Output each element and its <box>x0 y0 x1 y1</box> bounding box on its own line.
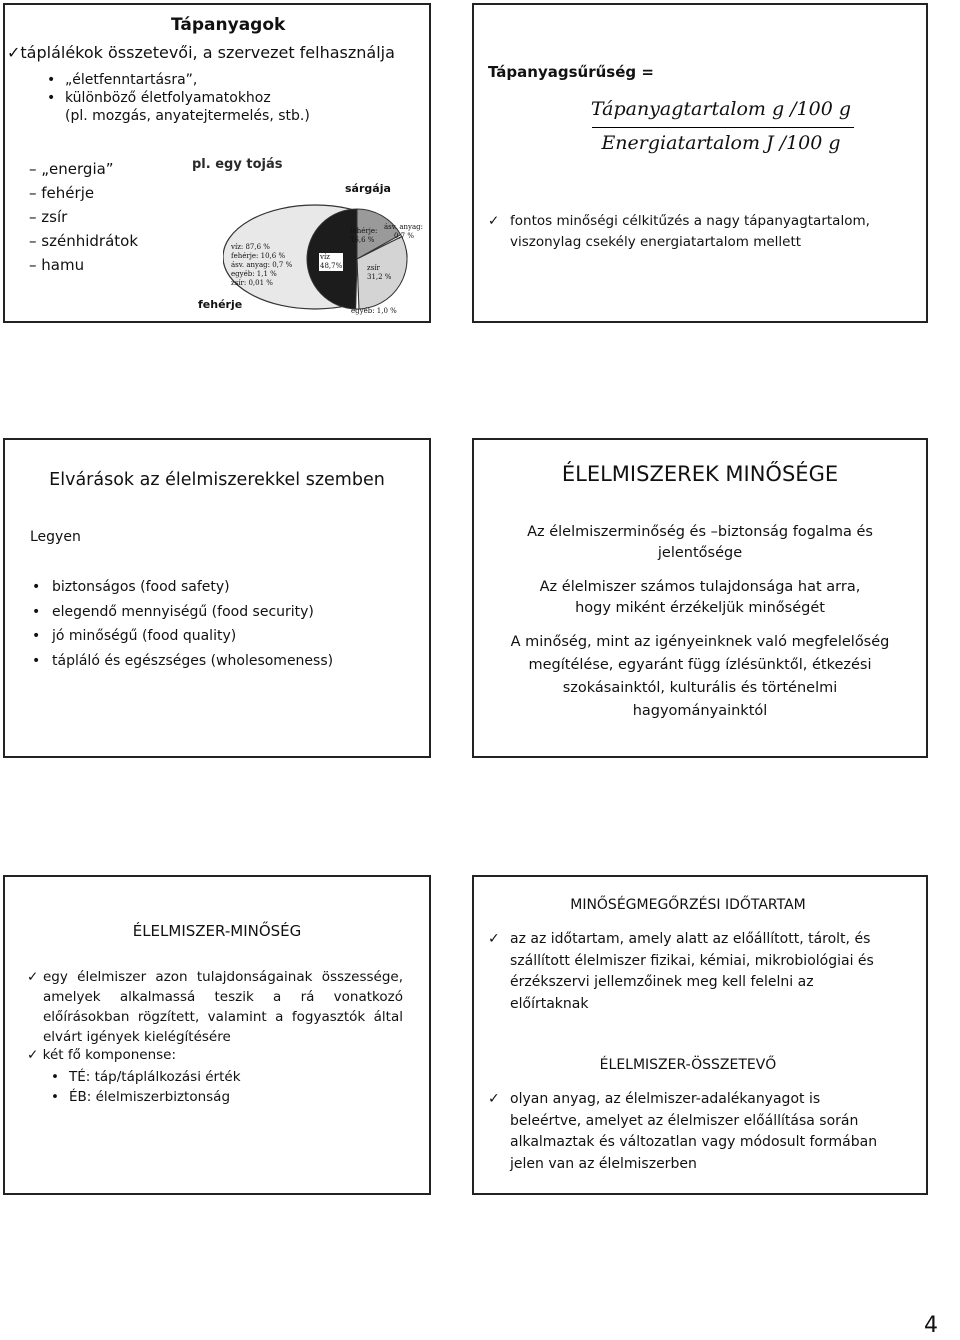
slide1-bullet-cont: (pl. mozgás, anyatejtermelés, stb.) <box>65 108 310 124</box>
slide4-p2: Az élelmiszer számos tulajdonsága hat arra, hogy miként érzékeljük minőségét <box>539 579 861 616</box>
list-item: • ÉB: élelmiszerbiztonság <box>51 1087 241 1107</box>
slide-food-quality <box>472 438 928 758</box>
white-label: fehérje <box>198 298 243 311</box>
slide1-line1: ✓táplálékok összetevői, a szervezet felhasználja <box>7 43 395 62</box>
slide3-intro: Legyen <box>30 529 81 545</box>
yolk-fat-label: zsír 31,2 % <box>367 264 392 281</box>
slide-shelf-life <box>472 875 928 1195</box>
yolk-label: sárgája <box>345 182 391 195</box>
list-item: – fehérje <box>29 184 95 202</box>
slide2-point: ✓ fontos minőségi célkitűzés a nagy tápanyagtartalom, viszonylag csekély energiatartalom mellett <box>488 213 870 250</box>
slide-food-quality-definition <box>3 875 431 1195</box>
slide5-title: ÉLELMISZER-MINŐSÉG <box>132 922 302 940</box>
yolk-protein-label: fehérje: 16,6 % <box>350 227 378 244</box>
list-item: • elegendő mennyiségű (food security) <box>32 600 333 625</box>
slide-food-expectations <box>3 438 431 758</box>
list-item: • jó minőségű (food quality) <box>32 624 333 649</box>
slide5-point2: ✓ két fő komponense: <box>27 1047 177 1063</box>
formula-numerator: Tápanyagtartalom g /100 g <box>590 98 852 120</box>
list-item: • tápláló és egészséges (wholesomeness) <box>32 649 333 674</box>
slide-nutrients <box>3 3 431 323</box>
list-item: – „energia” <box>29 160 114 178</box>
slide4-title: ÉLELMISZEREK MINŐSÉGE <box>561 462 839 486</box>
slide-nutrient-density <box>472 3 928 323</box>
list-item: • TÉ: táp/táplálkozási érték <box>51 1067 241 1087</box>
slide6-point1: ✓ az az időtartam, amely alatt az előállított, tárolt, és szállított élelmiszer fizikai, kémiai, mikrobiológiai és érzékszervi jellemzőinek meg kell felelni az előírtaknak <box>488 931 874 1012</box>
check-icon: ✓ <box>488 213 500 229</box>
slide6-title2: ÉLELMISZER-ÖSSZETEVŐ <box>599 1057 777 1073</box>
check-icon: ✓ <box>27 1047 39 1063</box>
egg-white-composition: víz: 87,6 % fehérje: 10,6 % ásv. anyag: 0,7 % egyéb: 1,1 % zsír: 0,01 % <box>231 243 293 287</box>
yolk-water-label: víz 48,7% <box>320 253 343 270</box>
slide1-bullets <box>47 71 271 107</box>
page-number: 4 <box>924 1313 938 1338</box>
list-item: – szénhidrátok <box>29 232 139 250</box>
check-icon: ✓ <box>27 969 39 985</box>
formula-fraction-bar <box>592 127 854 128</box>
formula-denominator: Energiatartalom J /100 g <box>601 132 841 154</box>
list-item: • biztonságos (food safety) <box>32 575 333 600</box>
yolk-mineral-label: ásv. anyag: 0,7 % <box>384 223 423 240</box>
check-icon: ✓ <box>488 1091 500 1107</box>
slide5-bullets <box>51 1067 241 1107</box>
list-item: • különböző életfolyamatokhoz <box>47 89 271 107</box>
list-item: – hamu <box>29 256 85 274</box>
slide3-title: Elvárások az élelmiszerekkel szemben <box>49 470 385 490</box>
component-list <box>29 157 138 277</box>
slide4-p1: Az élelmiszerminőség és –biztonság fogalma és jelentősége <box>527 524 873 561</box>
slide5-point1: ✓ egy élelmiszer azon tulajdonságainak összessége, amelyek alkalmassá teszik a rá vonatkozó előírásokban rögzített, valamint a fogyasztók által elvárt igények kielégítésére <box>27 969 403 1045</box>
slide6-title1: MINŐSÉGMEGŐRZÉSI IDŐTARTAM <box>570 897 806 913</box>
slide2-title: Tápanyagsűrűség = <box>488 63 654 81</box>
egg-label: pl. egy tojás <box>192 157 283 172</box>
slide3-bullets <box>32 575 333 673</box>
slide6-point2: ✓ olyan anyag, az élelmiszer-adalékanyagot is beleértve, amelyet az élelmiszer előállítása során alkalmaztak és változatlan vagy módosult formában jelen van az élelmiszerben <box>488 1091 878 1172</box>
list-item: – zsír <box>29 208 68 226</box>
slide4-p3: A minőség, mint az igényeinknek való megfelelőség megítélése, egyaránt függ ízlésünktől, étkezési szokásainktól, kulturális és történelmi hagyományainktól <box>510 634 890 719</box>
yolk-other-label: egyéb: 1,0 % <box>351 307 397 315</box>
check-icon: ✓ <box>488 931 500 947</box>
check-icon: ✓ <box>7 43 21 62</box>
list-item: • „életfenntartásra”, <box>47 71 271 89</box>
slide1-title: Tápanyagok <box>171 15 286 35</box>
